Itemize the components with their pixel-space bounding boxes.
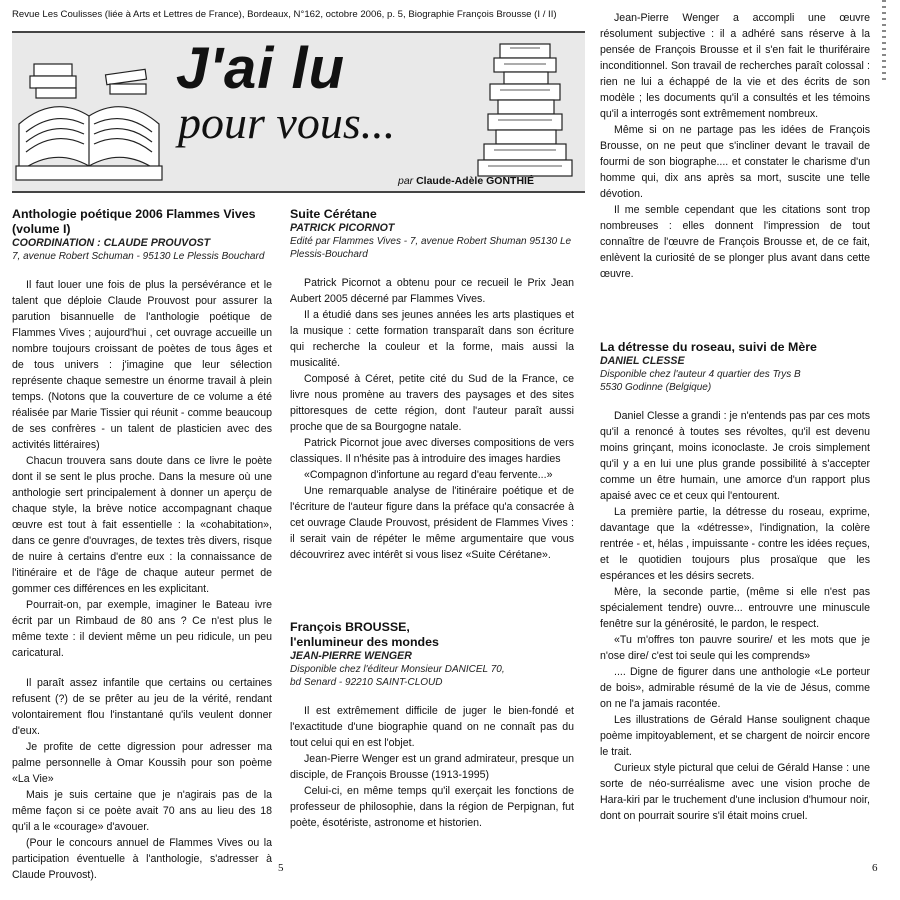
article-brousse-continued — [600, 10, 870, 282]
article-anthologie — [12, 207, 272, 883]
article-title: Anthologie poétique 2006 Flammes Vives (volume I) — [12, 207, 256, 236]
paragraph: Il faut louer une fois de plus la persévérance et le talent que déploie Claude Prouvost pour assurer la parution bisannuelle de l'anthologie poétique de Flammes Vives ; aujourd'hui , cet ouvrage accueille un nombre toujours croissant de poètes de tous âges et de tous univers : j'imagine que leur sélection représente chaque semestre un énorme travail à plein temps. (Notons que la couverture de ce volume a été réalisée par Marie Tissier qui réunit - comme beaucoup de ses confrères - un talent de plasticien avec des activités littéraires) — [12, 279, 272, 451]
books-illustration-left — [14, 54, 164, 184]
article-info: Disponible chez l'auteur 4 quartier des Trys B 5530 Godinne (Belgique) — [600, 369, 801, 393]
article-info: Disponible chez l'éditeur Monsieur DANICEL 70, bd Senard - 92210 SAINT-CLOUD — [290, 664, 505, 688]
paragraph: Chacun trouvera sans doute dans ce livre le poète dont il se sent le plus proche. Dans la mesure où une anthologie sert principalement à donner un aperçu de chaque style, la brève notice accompagnant chaque œuvre est tout à fait essentielle : la «cohabitation», dans ce genre d'ouvrages, de textes très divers, risque de nuire à certains d'entre eux : la connaissance de l'itinéraire et de l'âge de chaque auteur permet de gommer ces différences en les explicitant. — [12, 455, 272, 595]
article-title: Suite Cérétane — [290, 207, 377, 221]
byline — [398, 175, 534, 187]
paragraph: Je profite de cette digression pour adresser ma palme personnelle à Omar Koussih pour son poème «La Vie» — [12, 741, 272, 785]
paragraph: (Pour le concours annuel de Flammes Vives ou la participation éventuelle à l'anthologie, s'adresser à Claude Prouvost). — [12, 837, 272, 881]
article-title: La détresse du roseau, suivi de Mère — [600, 340, 817, 354]
paragraph: Pourrait-on, par exemple, imaginer le Bateau ivre écrit par un Rimbaud de 80 ans ? Ce n'est plus le même texte : il devient même un peu ridicule, un peu caricatural. — [12, 599, 272, 659]
banner-subtitle: pour vous... — [178, 97, 396, 148]
paragraph: Mais je suis certaine que je n'agirais pas de la même façon si ce poète avait 70 ans au lieu des 18 qu'il a le «courage» d'avouer. — [12, 789, 272, 833]
article-info: Edité par Flammes Vives - 7, avenue Robert Shuman 95130 Le Plessis-Bouchard — [290, 236, 572, 260]
article-author: COORDINATION : CLAUDE PROUVOST — [12, 237, 211, 249]
article-body — [12, 277, 272, 883]
article-author: JEAN-PIERRE WENGER — [290, 650, 412, 662]
paragraph: Jean-Pierre Wenger a accompli une œuvre résolument subjective : il a adhéré sans réserve à la pensée de François Brousse et il s'en fait le thuriféraire inconditionnel. Son travail de recherches paraît colossal : rien ne lui a échappé de la vie et des écrits de son modèle ; les documents qu'il a consultés et les témoins qu'il a interrogés sont extrêmement nombreux. — [600, 12, 870, 120]
paragraph: Patrick Picornot a obtenu pour ce recueil le Prix Jean Aubert 2005 décerné par Flammes Vives. — [290, 277, 574, 305]
paragraph: Mère, la seconde partie, (même si elle n'est pas spécialement tendre) ouvre... entrouvre une minuscule fenêtre sur la générosité, le pardon, le respect. — [600, 586, 870, 630]
article-body — [290, 703, 574, 831]
article-suite-ceretane — [290, 207, 574, 563]
paragraph: Patrick Picornot joue avec diverses compositions de vers classiques. Il n'hésite pas à introduire des images hardies — [290, 437, 574, 465]
paragraph: Jean-Pierre Wenger est un grand admirateur, presque un disciple, de François Brousse (1913-1995) — [290, 753, 574, 781]
paragraph: Une remarquable analyse de l'itinéraire poétique et de l'écriture de l'auteur figure dans la préface qu'a consacrée à cet ouvrage Claude Prouvost, président de Flammes Vives : il serait vain de répéter le même argumentaire que vous découvrirez avec intérêt si vous lisez «Suite Cérétane». — [290, 485, 574, 561]
paragraph: La première partie, la détresse du roseau, exprime, davantage que la «détresse», l'indignation, la colère rentrée - et, hélas , impuissante - contre les idées reçues, et le quotidien toujours plus prosaïque que les espérances et les désirs secrets. — [600, 506, 870, 582]
paragraph: Daniel Clesse a grandi : je n'entends pas par ces mots qu'il a renoncé à toutes ses révoltes, qu'il est devenu moins grinçant, moins iconoclaste. Je crois simplement qu'il y a en lui une plus grande possibilité à s'accepter comme un être humain, une amorce d'un rapport plus apaisé avec ce et ceux qui l'entourent. — [600, 410, 870, 502]
article-author: PATRICK PICORNOT — [290, 222, 395, 234]
paragraph: Celui-ci, en même temps qu'il exerçait les fonctions de professeur de philosophie, dans la région de Perpignan, fut poète, ésotériste, astronome et historien. — [290, 785, 574, 829]
paragraph: Curieux style pictural que celui de Gérald Hanse : une sorte de néo-surréalisme avec une vision proche de Hara-kiri par le truchement d'une inclusion d'humour noir, dont on pourrait sourire s'il était moins cruel. — [600, 762, 870, 822]
article-brousse — [290, 620, 574, 831]
banner-title: J'ai lu — [176, 36, 346, 101]
article-body — [600, 10, 870, 282]
article-info: 7, avenue Robert Schuman - 95130 Le Plessis Bouchard — [12, 251, 265, 262]
paragraph: Même si on ne partage pas les idées de François Brousse, on ne peut que s'incliner devant le travail de fourmi de son biographe.... et constater le charisme d'un homme qui, dix ans après sa mort, suscite une telle dévotion. — [600, 124, 870, 200]
article-author: DANIEL CLESSE — [600, 355, 685, 367]
paragraph: Les illustrations de Gérald Hanse soulignent chaque poème impitoyablement, et se chargent de noircir encore le trait. — [600, 714, 870, 758]
paragraph: Il paraît assez infantile que certains ou certaines refusent (?) de se prêter au jeu de la vérité, rendant volontairement flou l'instantané qu'ils veulent donner d'eux. — [12, 677, 272, 737]
paragraph: .... Digne de figurer dans une anthologie «Le porteur de bois», admirable résumé de la vie de Jésus, comme on ne l'a jamais racontée. — [600, 666, 870, 710]
paragraph: «Compagnon d'infortune au regard d'eau fervente...» — [304, 469, 553, 481]
paragraph: «Tu m'offres ton pauvre sourire/ et les mots que je n'ose dire/ c'est toi seule qui les comprends» — [600, 634, 870, 662]
article-title-line2: l'enlumineur des mondes — [290, 635, 439, 649]
running-head: Revue Les Coulisses (liée à Arts et Lettres de France), Bordeaux, N°162, octobre 2006, p. 5, Biographie François Brousse (I / II) — [12, 9, 557, 20]
page-number-left: 5 — [278, 862, 284, 874]
paragraph: Il me semble cependant que les citations sont trop nombreuses : elles donnent l'impression de tout connaître de l'œuvre de François Brousse et, de ce fait, enlèvent la curiosité de se plonger plus avant dans cette œuvre. — [600, 204, 870, 280]
article-body — [290, 275, 574, 563]
binding-edge-dots — [882, 0, 886, 80]
article-body — [600, 408, 870, 824]
article-title-line1: François BROUSSE, — [290, 620, 410, 634]
paragraph: Composé à Céret, petite cité du Sud de la France, ce livre nous promène au travers des paysages et des sites pittoresques de cette région, dont l'auteur paraît aussi proche que de sa Bourgogne natale. — [290, 373, 574, 433]
page-number-right: 6 — [872, 862, 878, 874]
article-detresse — [600, 340, 870, 824]
byline-prefix: par — [398, 175, 417, 187]
byline-author: Claude-Adèle GONTHIÉ — [416, 175, 534, 187]
paragraph: Il a étudié dans ses jeunes années les arts plastiques et la musique : cette formation transparaît dans son écriture qui recherche la couleur et la forme, mais aussi la musicalité. — [290, 309, 574, 369]
paragraph: Il est extrêmement difficile de juger le bien-fondé et l'exactitude d'une biographie quand on ne connaît pas du tout celui qui en est l'objet. — [290, 705, 574, 749]
books-illustration-right — [470, 40, 580, 178]
